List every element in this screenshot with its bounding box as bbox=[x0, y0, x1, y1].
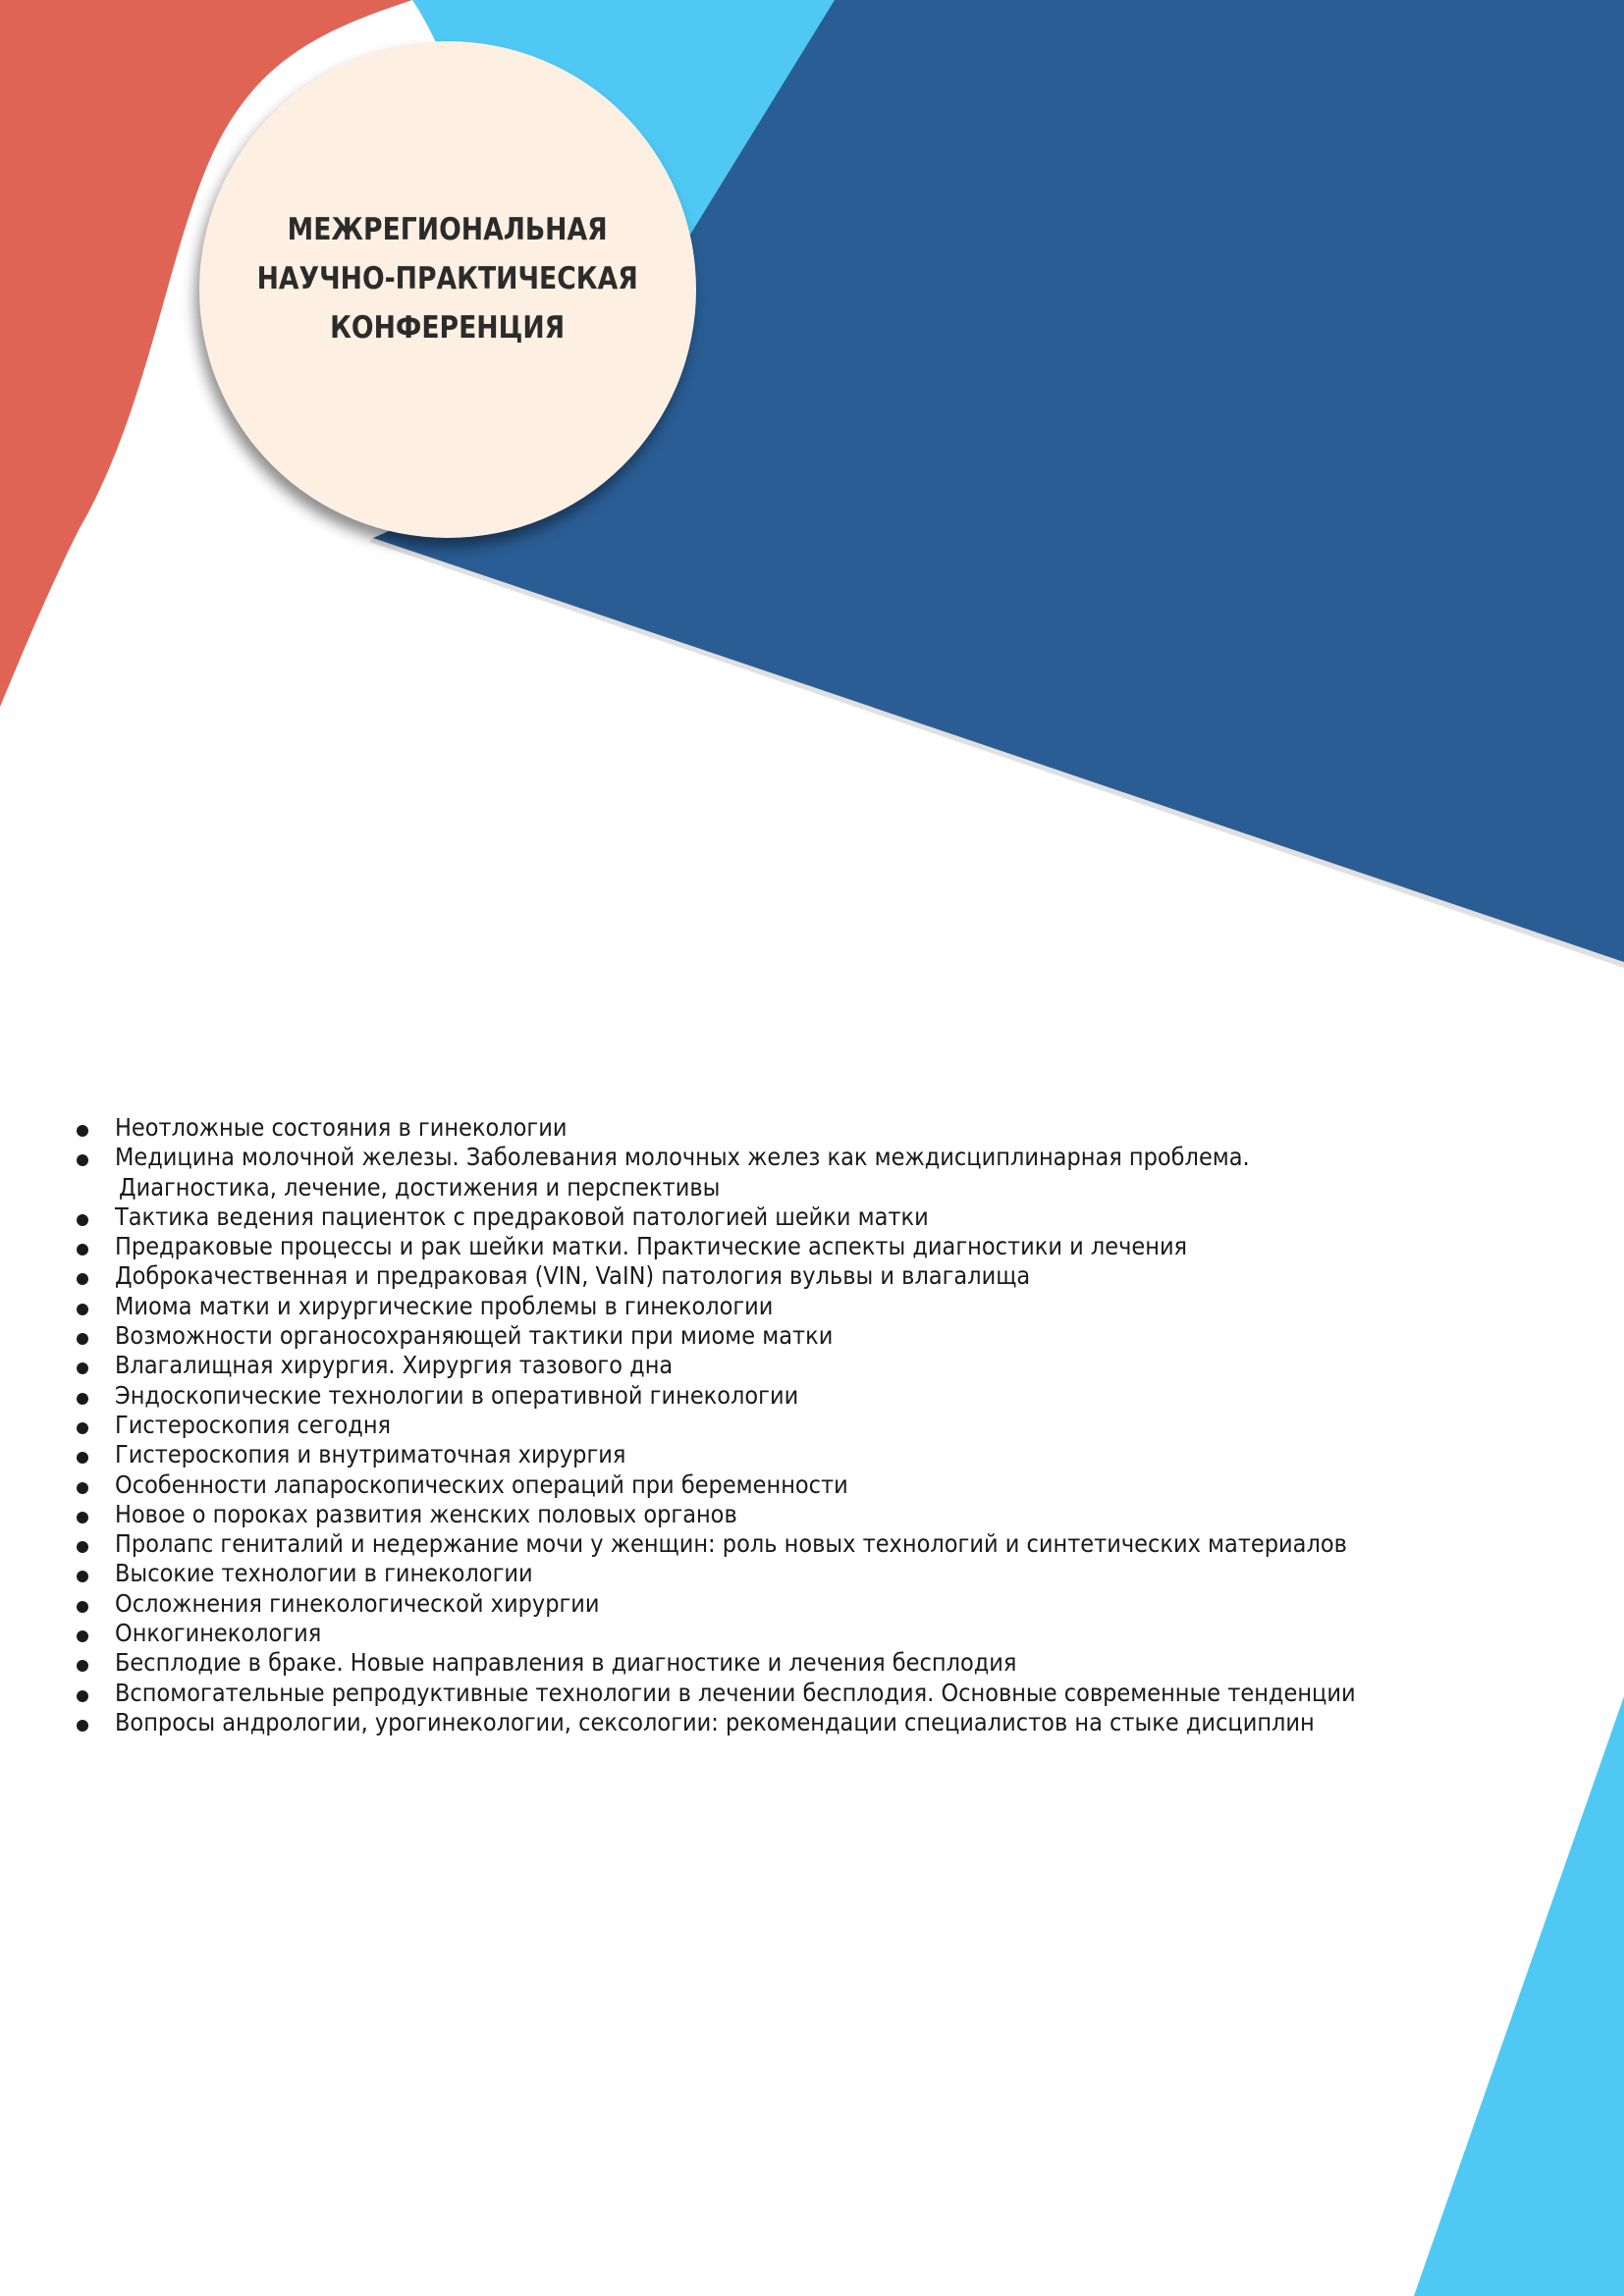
list-item-text: Эндоскопические технологии в оперативной гинекологии bbox=[115, 1380, 799, 1410]
list-item bbox=[0, 1648, 1624, 1678]
bullet-icon bbox=[77, 1512, 88, 1523]
bullet-icon bbox=[77, 1690, 88, 1702]
bullet-icon bbox=[77, 1422, 88, 1434]
title-line: НАУЧНО-ПРАКТИЧЕСКАЯ bbox=[256, 261, 639, 296]
list-item-text: Предраковые процессы и рак шейки матки. Практические аспекты диагностики и лечения bbox=[115, 1232, 1188, 1261]
list-item-text: Диагностика, лечение, достижения и перспективы bbox=[119, 1172, 721, 1201]
list-item bbox=[0, 1261, 1624, 1291]
bullet-icon bbox=[77, 1362, 88, 1374]
list-item bbox=[0, 1708, 1624, 1737]
list-item bbox=[0, 1679, 1624, 1708]
list-item-text: Бесплодие в браке. Новые направления в диагностике и лечения бесплодия bbox=[115, 1648, 1017, 1678]
bullet-icon bbox=[77, 1244, 88, 1255]
list-item-text: Новое о пороках развития женских половых органов bbox=[115, 1499, 737, 1528]
list-item bbox=[0, 1529, 1624, 1559]
list-item-text: Вспомогательные репродуктивные технологии в лечении бесплодия. Основные современные тенденции bbox=[115, 1678, 1356, 1707]
list-item-text: Гистероскопия сегодня bbox=[115, 1410, 392, 1439]
list-item-text: Онкогинекология bbox=[115, 1619, 322, 1648]
bullet-icon bbox=[77, 1571, 88, 1582]
conference-title bbox=[226, 205, 669, 352]
list-item bbox=[0, 1619, 1624, 1648]
bullet-icon bbox=[77, 1393, 88, 1405]
title-line: МЕЖРЕГИОНАЛЬНАЯ bbox=[288, 212, 608, 247]
list-item bbox=[0, 1232, 1624, 1261]
list-item bbox=[0, 1351, 1624, 1380]
sky-blue-corner-shape bbox=[1414, 1696, 1624, 2296]
list-item bbox=[0, 1113, 1624, 1143]
list-item-text: Влагалищная хирургия. Хирургия тазового дна bbox=[115, 1351, 674, 1380]
bullet-icon bbox=[77, 1273, 88, 1285]
list-item bbox=[0, 1589, 1624, 1619]
list-item-text: Вопросы андрологии, урогинекологии, сексологии: рекомендации специалистов на стыке дисциплин bbox=[115, 1707, 1315, 1736]
bullet-icon bbox=[77, 1660, 88, 1672]
list-item bbox=[0, 1411, 1624, 1440]
bullet-icon bbox=[77, 1630, 88, 1642]
title-line: КОНФЕРЕНЦИЯ bbox=[330, 310, 566, 346]
list-item-text: Возможности органосохраняющей тактики при миоме матки bbox=[115, 1321, 834, 1351]
list-item bbox=[0, 1292, 1624, 1321]
list-item-text: Осложнения гинекологической хирургии bbox=[115, 1588, 600, 1618]
bullet-icon bbox=[77, 1541, 88, 1553]
list-item bbox=[0, 1500, 1624, 1529]
list-item bbox=[0, 1381, 1624, 1411]
list-item bbox=[0, 1470, 1624, 1500]
list-item bbox=[0, 1559, 1624, 1588]
bullet-icon bbox=[77, 1720, 88, 1732]
bullet-icon bbox=[77, 1214, 88, 1226]
list-item-text: Гистероскопия и внутриматочная хирургия bbox=[115, 1440, 626, 1469]
bullet-icon bbox=[77, 1333, 88, 1345]
list-item-text: Миома матки и хирургические проблемы в гинекологии bbox=[115, 1291, 774, 1320]
list-item bbox=[0, 1321, 1624, 1351]
list-item-text: Доброкачественная и предраковая (VIN, VaIN) патология вульвы и влагалища bbox=[115, 1261, 1031, 1291]
list-item-text: Пролапс гениталий и недержание мочи у женщин: роль новых технологий и синтетических материалов bbox=[115, 1529, 1347, 1559]
bullet-icon bbox=[77, 1304, 88, 1315]
list-item bbox=[0, 1440, 1624, 1469]
bullet-icon bbox=[77, 1601, 88, 1613]
list-item bbox=[0, 1202, 1624, 1232]
topics-list bbox=[0, 1113, 1624, 1737]
list-item-text: Тактика ведения пациенток с предраковой патологией шейки матки bbox=[115, 1201, 929, 1231]
list-item-text: Особенности лапароскопических операций при беременности bbox=[115, 1469, 848, 1499]
list-item-text: Высокие технологии в гинекологии bbox=[115, 1559, 533, 1588]
list-item-text: Неотложные состояния в гинекологии bbox=[115, 1113, 568, 1142]
bullet-icon bbox=[77, 1125, 88, 1137]
list-item-text: Медицина молочной железы. Заболевания молочных желез как междисциплинарная проблема. bbox=[115, 1143, 1250, 1172]
list-item-continuation bbox=[0, 1173, 1624, 1202]
list-item bbox=[0, 1143, 1624, 1172]
bullet-icon bbox=[77, 1452, 88, 1464]
title-circle bbox=[199, 41, 696, 538]
bullet-icon bbox=[77, 1154, 88, 1166]
bullet-icon bbox=[77, 1482, 88, 1494]
